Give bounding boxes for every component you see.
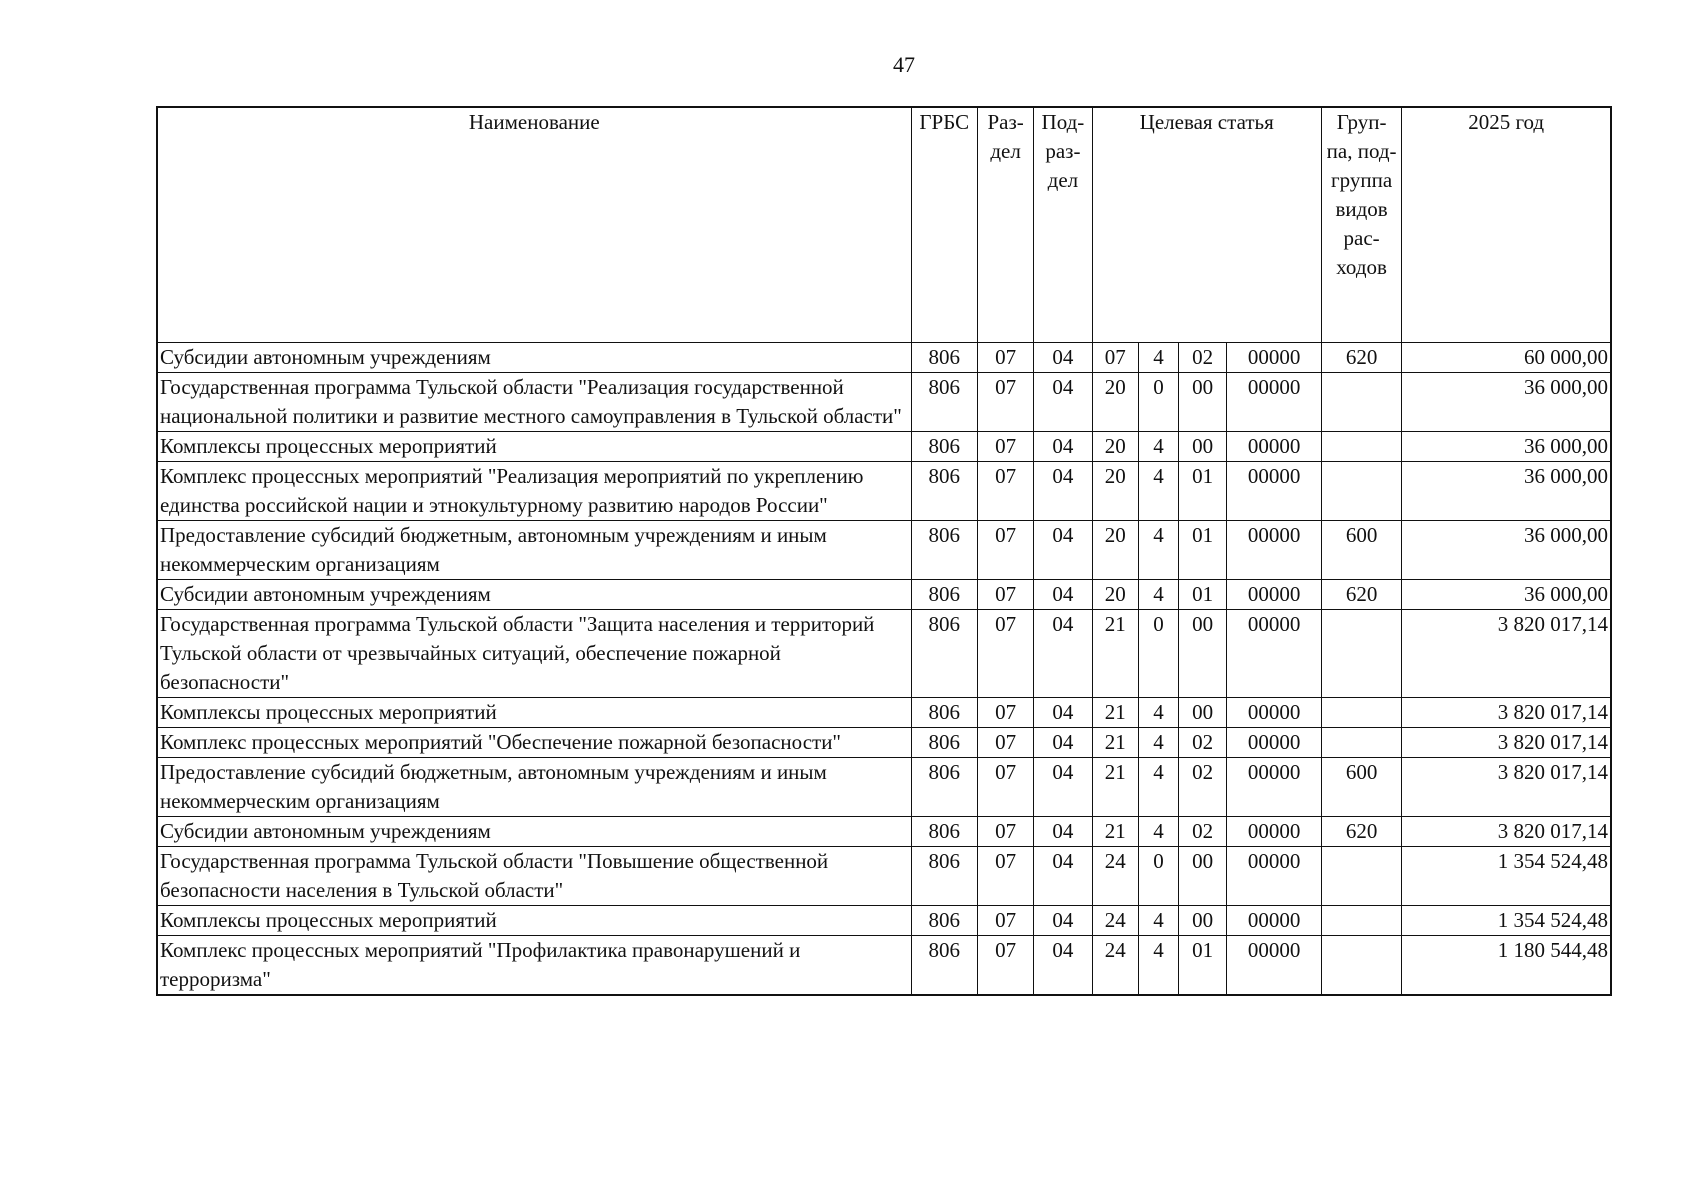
table-cell-name: Субсидии автономным учреждениям <box>157 343 911 373</box>
table-cell-podrazdel: 04 <box>1034 698 1092 728</box>
table-cell-target-direction: 00000 <box>1227 906 1322 936</box>
table-cell-expense-group: 620 <box>1321 817 1401 847</box>
table-cell-razdel: 07 <box>977 343 1033 373</box>
table-cell-target-direction: 00000 <box>1227 610 1322 698</box>
table-cell-amount: 3 820 017,14 <box>1402 817 1611 847</box>
table-cell-expense-group: 620 <box>1321 343 1401 373</box>
table-cell-grbs: 806 <box>911 817 977 847</box>
table-cell-target-type: 4 <box>1138 580 1178 610</box>
table-cell-expense-group <box>1321 936 1401 996</box>
table-cell-target-program: 21 <box>1092 610 1138 698</box>
table-cell-target-program: 24 <box>1092 847 1138 906</box>
table-cell-razdel: 07 <box>977 906 1033 936</box>
table-cell-grbs: 806 <box>911 521 977 580</box>
table-cell-target-type: 4 <box>1138 728 1178 758</box>
table-cell-podrazdel: 04 <box>1034 462 1092 521</box>
table-cell-target-program: 07 <box>1092 343 1138 373</box>
table-cell-amount: 3 820 017,14 <box>1402 610 1611 698</box>
table-cell-amount: 1 354 524,48 <box>1402 906 1611 936</box>
table-cell-target-type: 4 <box>1138 343 1178 373</box>
table-cell-podrazdel: 04 <box>1034 521 1092 580</box>
table-cell-grbs: 806 <box>911 906 977 936</box>
table-cell-target-subprogram: 00 <box>1179 432 1227 462</box>
table-cell-target-type: 0 <box>1138 610 1178 698</box>
table-cell-target-subprogram: 01 <box>1179 521 1227 580</box>
table-cell-target-direction: 00000 <box>1227 847 1322 906</box>
table-cell-target-direction: 00000 <box>1227 373 1322 432</box>
table-cell-target-subprogram: 01 <box>1179 580 1227 610</box>
table-cell-name: Комплекс процессных мероприятий "Обеспечение пожарной безопасности" <box>157 728 911 758</box>
table-cell-grbs: 806 <box>911 936 977 996</box>
table-cell-target-type: 4 <box>1138 521 1178 580</box>
table-cell-target-direction: 00000 <box>1227 580 1322 610</box>
table-cell-target-program: 20 <box>1092 432 1138 462</box>
table-cell-razdel: 07 <box>977 580 1033 610</box>
table-cell-target-subprogram: 00 <box>1179 906 1227 936</box>
table-cell-expense-group: 620 <box>1321 580 1401 610</box>
table-cell-podrazdel: 04 <box>1034 728 1092 758</box>
table-row <box>157 698 1611 728</box>
table-cell-grbs: 806 <box>911 580 977 610</box>
table-cell-target-direction: 00000 <box>1227 936 1322 996</box>
table-cell-grbs: 806 <box>911 758 977 817</box>
table-cell-target-type: 4 <box>1138 462 1178 521</box>
table-cell-amount: 1 354 524,48 <box>1402 847 1611 906</box>
table-cell-amount: 36 000,00 <box>1402 580 1611 610</box>
table-cell-amount: 1 180 544,48 <box>1402 936 1611 996</box>
table-cell-razdel: 07 <box>977 462 1033 521</box>
table-cell-razdel: 07 <box>977 847 1033 906</box>
table-cell-razdel: 07 <box>977 758 1033 817</box>
table-cell-name: Государственная программа Тульской области "Защита населения и территорий Тульской области от чрезвычайных ситуаций, обеспечение пожарной безопасности" <box>157 610 911 698</box>
table-cell-target-subprogram: 02 <box>1179 728 1227 758</box>
table-cell-razdel: 07 <box>977 817 1033 847</box>
table-cell-expense-group <box>1321 462 1401 521</box>
table-cell-amount: 3 820 017,14 <box>1402 758 1611 817</box>
table-cell-target-subprogram: 00 <box>1179 610 1227 698</box>
table-cell-razdel: 07 <box>977 373 1033 432</box>
table-cell-expense-group <box>1321 698 1401 728</box>
table-row <box>157 728 1611 758</box>
table-cell-amount: 36 000,00 <box>1402 432 1611 462</box>
header-name: Наименование <box>157 107 911 343</box>
table-cell-target-program: 20 <box>1092 373 1138 432</box>
table-cell-name: Предоставление субсидий бюджетным, автономным учреждениям и иным некоммерческим организациям <box>157 521 911 580</box>
table-cell-target-type: 4 <box>1138 758 1178 817</box>
table-cell-target-type: 4 <box>1138 906 1178 936</box>
table-row <box>157 758 1611 817</box>
table-cell-target-subprogram: 00 <box>1179 698 1227 728</box>
table-row <box>157 432 1611 462</box>
table-cell-podrazdel: 04 <box>1034 936 1092 996</box>
header-podrazdel: Под-раз-дел <box>1034 107 1092 343</box>
header-grbs: ГРБС <box>911 107 977 343</box>
table-cell-amount: 60 000,00 <box>1402 343 1611 373</box>
table-cell-podrazdel: 04 <box>1034 817 1092 847</box>
table-cell-target-direction: 00000 <box>1227 817 1322 847</box>
table-cell-name: Комплексы процессных мероприятий <box>157 906 911 936</box>
table-cell-expense-group <box>1321 906 1401 936</box>
page-number: 47 <box>893 52 915 77</box>
table-cell-target-program: 21 <box>1092 728 1138 758</box>
table-cell-podrazdel: 04 <box>1034 432 1092 462</box>
table-cell-podrazdel: 04 <box>1034 373 1092 432</box>
table-row <box>157 580 1611 610</box>
table-cell-target-direction: 00000 <box>1227 698 1322 728</box>
table-cell-target-program: 20 <box>1092 580 1138 610</box>
table-cell-expense-group <box>1321 728 1401 758</box>
table-cell-target-subprogram: 01 <box>1179 462 1227 521</box>
table-cell-name: Государственная программа Тульской области "Повышение общественной безопасности населения в Тульской области" <box>157 847 911 906</box>
table-cell-grbs: 806 <box>911 698 977 728</box>
table-cell-expense-group <box>1321 373 1401 432</box>
table-cell-target-subprogram: 01 <box>1179 936 1227 996</box>
table-cell-target-type: 4 <box>1138 432 1178 462</box>
table-cell-grbs: 806 <box>911 432 977 462</box>
table-cell-expense-group <box>1321 847 1401 906</box>
table-row <box>157 521 1611 580</box>
table-cell-expense-group <box>1321 610 1401 698</box>
table-cell-target-subprogram: 00 <box>1179 373 1227 432</box>
table-cell-razdel: 07 <box>977 432 1033 462</box>
table-cell-grbs: 806 <box>911 343 977 373</box>
table-row <box>157 373 1611 432</box>
table-cell-target-type: 4 <box>1138 936 1178 996</box>
table-cell-target-program: 21 <box>1092 698 1138 728</box>
table-cell-target-program: 21 <box>1092 758 1138 817</box>
table-row <box>157 847 1611 906</box>
table-cell-name: Государственная программа Тульской области "Реализация государственной национальной политики и развитие местного самоуправления в Тульской области" <box>157 373 911 432</box>
table-cell-target-program: 20 <box>1092 462 1138 521</box>
table-cell-podrazdel: 04 <box>1034 758 1092 817</box>
table-cell-target-program: 24 <box>1092 936 1138 996</box>
table-cell-target-subprogram: 00 <box>1179 847 1227 906</box>
table-cell-grbs: 806 <box>911 610 977 698</box>
table-cell-target-type: 0 <box>1138 847 1178 906</box>
table-cell-name: Комплексы процессных мероприятий <box>157 698 911 728</box>
table-cell-razdel: 07 <box>977 728 1033 758</box>
header-expense-group: Груп-па, под-группа видов рас-ходов <box>1321 107 1401 343</box>
table-cell-podrazdel: 04 <box>1034 580 1092 610</box>
table-row <box>157 610 1611 698</box>
table-cell-target-subprogram: 02 <box>1179 343 1227 373</box>
table-cell-target-subprogram: 02 <box>1179 758 1227 817</box>
table-cell-grbs: 806 <box>911 373 977 432</box>
header-razdel: Раз-дел <box>977 107 1033 343</box>
table-cell-amount: 36 000,00 <box>1402 521 1611 580</box>
table-cell-podrazdel: 04 <box>1034 906 1092 936</box>
table-cell-amount: 36 000,00 <box>1402 462 1611 521</box>
table-cell-target-type: 0 <box>1138 373 1178 432</box>
table-cell-amount: 36 000,00 <box>1402 373 1611 432</box>
table-cell-grbs: 806 <box>911 462 977 521</box>
table-cell-razdel: 07 <box>977 610 1033 698</box>
table-cell-target-program: 24 <box>1092 906 1138 936</box>
table-header-row <box>157 107 1611 343</box>
table-cell-expense-group <box>1321 432 1401 462</box>
table-cell-target-direction: 00000 <box>1227 758 1322 817</box>
table-cell-razdel: 07 <box>977 521 1033 580</box>
table-cell-target-type: 4 <box>1138 817 1178 847</box>
table-cell-podrazdel: 04 <box>1034 610 1092 698</box>
table-cell-target-direction: 00000 <box>1227 432 1322 462</box>
table-cell-podrazdel: 04 <box>1034 847 1092 906</box>
table-cell-name: Комплекс процессных мероприятий "Реализация мероприятий по укреплению единства российской нации и этнокультурному развитию народов России" <box>157 462 911 521</box>
table-cell-target-direction: 00000 <box>1227 343 1322 373</box>
table-cell-target-program: 20 <box>1092 521 1138 580</box>
table-cell-razdel: 07 <box>977 698 1033 728</box>
table-cell-name: Субсидии автономным учреждениям <box>157 817 911 847</box>
table-cell-expense-group: 600 <box>1321 521 1401 580</box>
header-year-2025: 2025 год <box>1402 107 1611 343</box>
table-cell-amount: 3 820 017,14 <box>1402 698 1611 728</box>
table-cell-target-direction: 00000 <box>1227 462 1322 521</box>
table-row <box>157 462 1611 521</box>
table-cell-expense-group: 600 <box>1321 758 1401 817</box>
table-cell-name: Комплексы процессных мероприятий <box>157 432 911 462</box>
table-cell-name: Комплекс процессных мероприятий "Профилактика правонарушений и терроризма" <box>157 936 911 996</box>
table-cell-target-type: 4 <box>1138 698 1178 728</box>
table-cell-name: Субсидии автономным учреждениям <box>157 580 911 610</box>
header-target-article: Целевая статья <box>1092 107 1321 343</box>
table-cell-target-subprogram: 02 <box>1179 817 1227 847</box>
table-row <box>157 343 1611 373</box>
table-cell-grbs: 806 <box>911 847 977 906</box>
table-cell-podrazdel: 04 <box>1034 343 1092 373</box>
table-cell-name: Предоставление субсидий бюджетным, автономным учреждениям и иным некоммерческим организациям <box>157 758 911 817</box>
table-cell-target-direction: 00000 <box>1227 521 1322 580</box>
table-cell-target-program: 21 <box>1092 817 1138 847</box>
table-cell-amount: 3 820 017,14 <box>1402 728 1611 758</box>
table-cell-grbs: 806 <box>911 728 977 758</box>
budget-table <box>156 106 1612 996</box>
table-row <box>157 936 1611 996</box>
table-cell-target-direction: 00000 <box>1227 728 1322 758</box>
table-row <box>157 906 1611 936</box>
table-row <box>157 817 1611 847</box>
table-cell-razdel: 07 <box>977 936 1033 996</box>
